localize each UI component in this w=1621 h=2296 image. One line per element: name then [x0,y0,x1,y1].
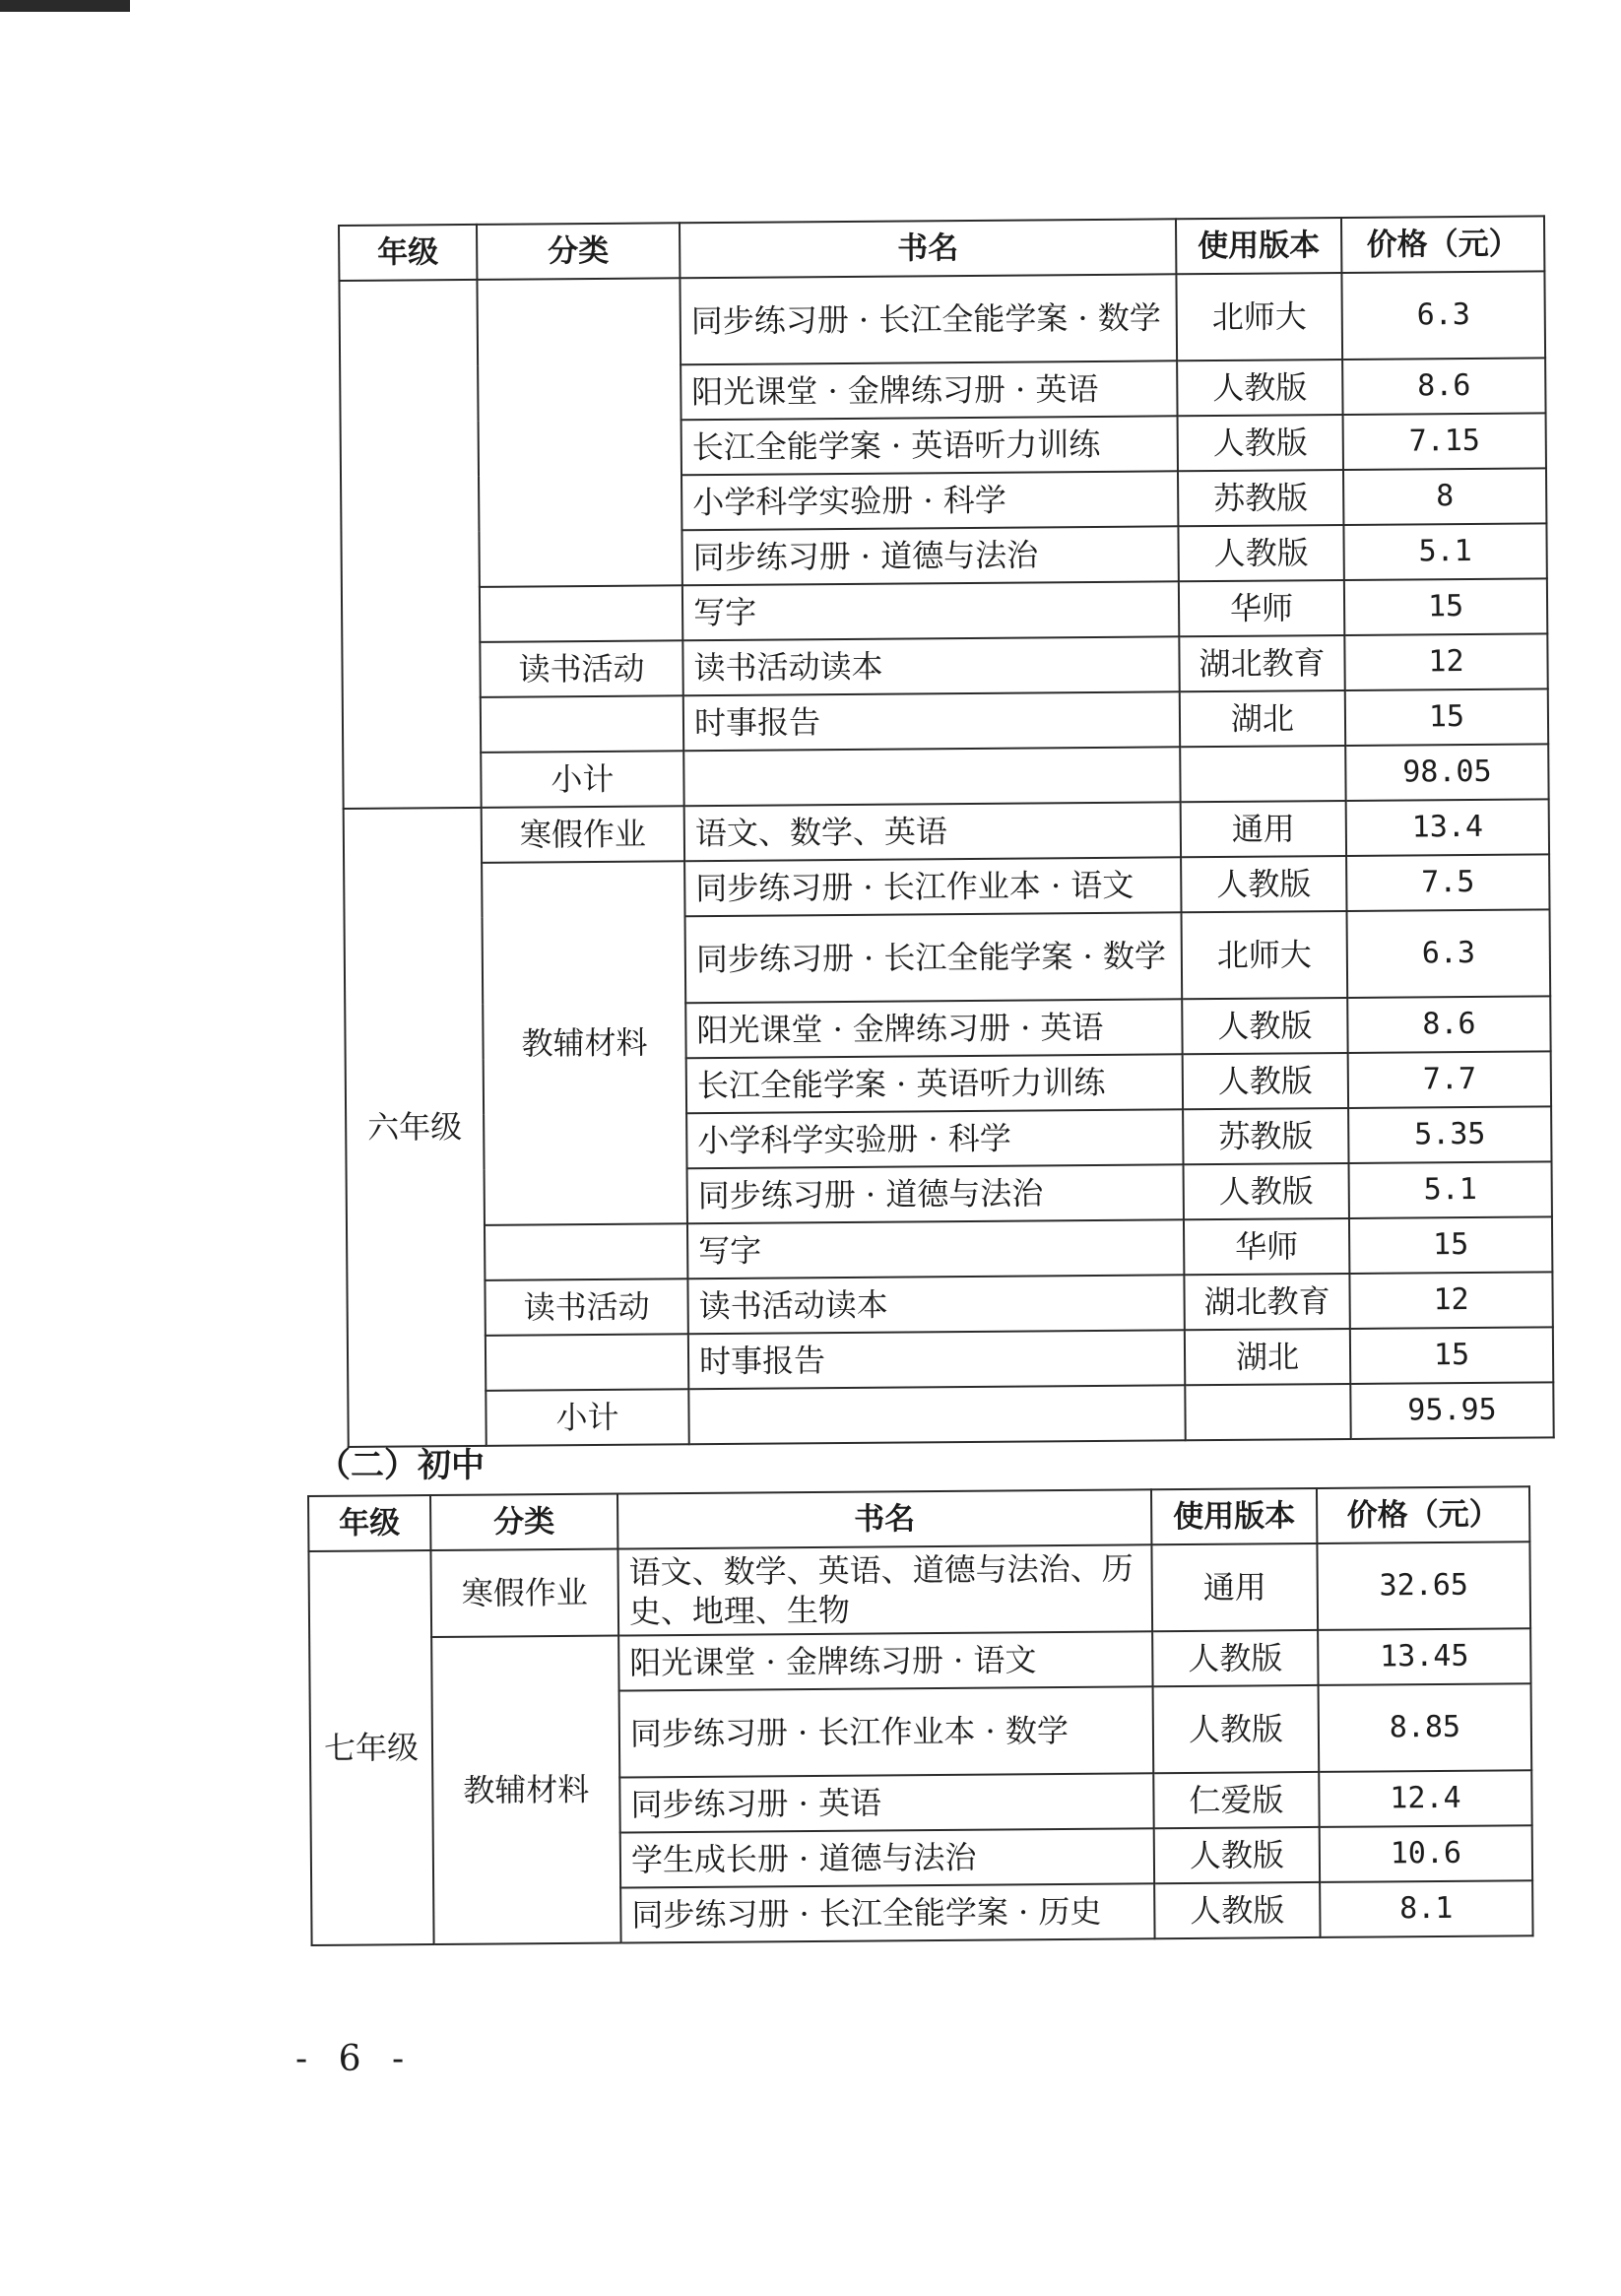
book-edition: 人教版 [1178,525,1343,581]
grade-cell-empty [339,280,481,809]
subtotal-value: 95.95 [1350,1382,1553,1439]
book-edition: 北师大 [1182,911,1348,999]
book-edition: 人教版 [1154,1882,1320,1938]
category-cell: 寒假作业 [430,1549,618,1637]
book-title: 同步练习册 · 道德与法治 [687,1164,1184,1223]
book-title: 同步练习册 · 道德与法治 [681,526,1178,585]
book-edition: 苏教版 [1183,1108,1348,1164]
book-title: 同步练习册 · 长江作业本 · 数学 [619,1686,1154,1777]
book-price: 8.85 [1319,1683,1532,1772]
category-cell: 寒假作业 [482,806,684,863]
scan-corner-mark [0,0,130,12]
book-edition: 通用 [1151,1543,1318,1631]
book-title: 同步练习册 · 长江全能学案 · 数学 [685,912,1183,1003]
book-price: 12 [1349,1272,1552,1329]
header-title: 书名 [617,1489,1151,1548]
empty-cell [688,1385,1185,1444]
table-row [344,799,1549,864]
book-price: 6.3 [1347,909,1551,998]
subtotal-label: 小计 [486,1389,688,1446]
book-title: 时事报告 [683,691,1180,751]
table-row [344,854,1549,919]
category-cell-empty [486,1334,688,1391]
book-title: 小学科学实验册 · 科学 [681,471,1178,530]
book-title: 读书活动读本 [682,636,1179,695]
book-price: 8.6 [1347,996,1550,1053]
book-title: 同步练习册 · 英语 [619,1773,1153,1832]
category-cell-empty [480,585,682,642]
table-row [343,689,1548,754]
book-price: 5.35 [1348,1106,1551,1163]
book-price: 8 [1343,468,1546,525]
header-title: 书名 [680,219,1176,278]
table-row [308,1542,1530,1638]
book-title: 阳光课堂 · 金牌练习册 · 英语 [681,361,1177,420]
category-cell: 读书活动 [480,640,682,697]
empty-cell [1185,1384,1350,1440]
header-edition: 使用版本 [1176,218,1341,274]
book-edition: 湖北 [1185,1329,1350,1385]
book-edition: 华师 [1179,580,1344,636]
book-title: 小学科学实验册 · 科学 [686,1109,1183,1168]
empty-cell [683,747,1180,806]
book-edition: 华师 [1184,1218,1349,1275]
book-edition: 湖北教育 [1179,635,1344,691]
category-cell: 教辅材料 [431,1636,620,1944]
book-title: 语文、数学、英语、道德与法治、历史、地理、生物 [617,1544,1152,1635]
subtotal-row [343,744,1548,809]
book-title: 阳光课堂 · 金牌练习册 · 英语 [685,999,1182,1058]
book-price: 7.7 [1348,1051,1551,1108]
book-price: 8.1 [1320,1880,1532,1937]
table-row [309,1628,1530,1693]
header-price: 价格（元） [1317,1486,1529,1543]
grade-cell: 七年级 [308,1550,433,1945]
book-edition: 北师大 [1176,273,1342,361]
book-price: 13.45 [1318,1628,1530,1685]
table-header-row [339,216,1544,281]
table-row [342,578,1547,643]
book-edition: 人教版 [1154,1827,1320,1883]
category-cell: 教辅材料 [482,861,687,1225]
header-edition: 使用版本 [1151,1488,1317,1544]
book-price: 6.3 [1341,271,1545,360]
book-title: 读书活动读本 [687,1275,1184,1334]
category-cell-empty [477,278,681,587]
grade-cell: 六年级 [344,808,486,1447]
header-grade: 年级 [308,1495,430,1551]
book-edition: 苏教版 [1178,470,1343,526]
header-price: 价格（元） [1341,216,1544,273]
book-price: 5.1 [1349,1161,1552,1218]
book-title: 同步练习册 · 长江全能学案 · 历史 [620,1883,1154,1942]
book-edition: 人教版 [1177,360,1342,416]
book-title: 同步练习册 · 长江全能学案 · 数学 [680,274,1177,364]
book-price: 5.1 [1343,523,1546,580]
category-cell-empty [485,1223,687,1280]
book-title: 写字 [682,581,1179,640]
section-heading: （二）初中 [317,1446,485,1485]
book-title: 时事报告 [688,1330,1185,1389]
category-cell-empty [481,695,683,753]
category-cell: 读书活动 [485,1279,687,1336]
header-category: 分类 [477,223,680,280]
book-price: 15 [1349,1216,1552,1274]
book-edition: 人教版 [1153,1685,1320,1773]
book-price: 15 [1345,689,1548,746]
table-row [339,271,1545,367]
book-edition: 人教版 [1152,1630,1318,1686]
book-price: 13.4 [1346,799,1549,856]
book-title: 长江全能学案 · 英语听力训练 [681,416,1178,475]
table-row [347,1216,1552,1281]
empty-cell [1180,746,1345,802]
book-title: 阳光课堂 · 金牌练习册 · 语文 [618,1631,1152,1690]
header-category: 分类 [430,1494,617,1550]
book-edition: 人教版 [1181,856,1346,912]
table-row [348,1327,1553,1392]
book-price: 7.5 [1346,854,1549,911]
book-title: 语文、数学、英语 [684,802,1181,861]
subtotal-label: 小计 [481,751,683,808]
book-price: 15 [1350,1327,1553,1384]
subtotal-row [348,1382,1553,1447]
table-row [347,1272,1552,1337]
book-price: 15 [1344,578,1547,635]
header-grade: 年级 [339,225,477,281]
primary-book-table [338,215,1555,1448]
book-edition: 人教版 [1183,1053,1348,1109]
book-price: 12.4 [1319,1770,1531,1827]
book-title: 写字 [687,1219,1184,1279]
subtotal-value: 98.05 [1345,744,1548,801]
book-edition: 人教版 [1178,415,1343,471]
junior-book-table [307,1485,1534,1946]
book-price: 7.15 [1343,413,1546,470]
book-title: 同步练习册 · 长江作业本 · 语文 [684,857,1181,916]
book-edition: 人教版 [1182,998,1347,1054]
table-row [342,633,1547,698]
page-number: - 6 - [295,2039,415,2079]
book-price: 8.6 [1342,358,1545,415]
book-edition: 通用 [1181,801,1346,857]
book-price: 10.6 [1320,1825,1532,1882]
table-header-row [308,1486,1529,1551]
book-title: 学生成长册 · 道德与法治 [620,1828,1154,1887]
book-title: 长江全能学案 · 英语听力训练 [686,1054,1183,1113]
book-price: 32.65 [1317,1542,1530,1630]
book-edition: 湖北教育 [1184,1274,1349,1330]
book-edition: 人教版 [1184,1163,1349,1219]
book-edition: 湖北 [1180,690,1345,747]
book-edition: 仁爱版 [1153,1772,1319,1828]
book-price: 12 [1344,633,1547,690]
